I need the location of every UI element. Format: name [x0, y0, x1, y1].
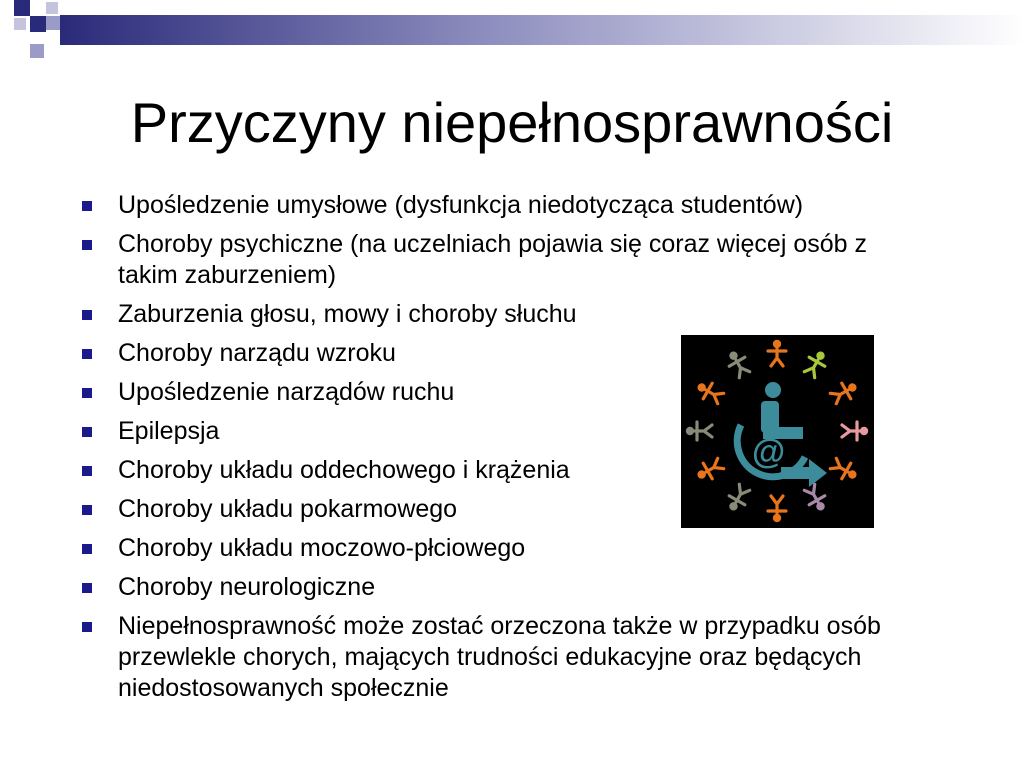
square-bullet-icon — [82, 388, 92, 398]
bullet-text: Choroby narządu wzroku — [118, 339, 396, 367]
slide-title: Przyczyny niepełnosprawności — [130, 91, 894, 154]
person-figure-icon — [686, 422, 712, 440]
square-bullet-icon — [82, 427, 92, 437]
bullet-text: Epilepsja — [118, 417, 220, 445]
bullet-text: Zaburzenia głosu, mowy i choroby słuchu — [118, 300, 577, 328]
bullet-item — [82, 229, 932, 291]
disability-illustration — [681, 335, 874, 528]
person-figure-icon — [724, 483, 753, 515]
square-bullet-icon — [82, 583, 92, 593]
person-figure-icon — [694, 456, 726, 485]
person-figure-icon — [768, 496, 786, 522]
square-bullet-icon — [82, 240, 92, 250]
bullet-item — [82, 533, 932, 564]
bullet-text: Upośledzenie narządów ruchu — [118, 378, 455, 406]
square-bullet-icon — [82, 544, 92, 554]
person-figure-icon — [694, 378, 726, 407]
person-figure-icon — [768, 340, 786, 366]
wheelchair-icon — [737, 382, 827, 487]
square-bullet-icon — [82, 466, 92, 476]
person-figure-icon — [802, 483, 831, 515]
bullet-item — [82, 611, 932, 704]
bullet-item — [82, 299, 932, 330]
bullet-text: Choroby układu oddechowego i krążenia — [118, 456, 570, 484]
bullet-text: Choroby układu pokarmowego — [118, 495, 458, 523]
square-bullet-icon — [82, 349, 92, 359]
person-figure-icon — [829, 456, 861, 485]
bullet-text: Niepełnosprawność może zostać orzeczona także w przypadku osób przewlekle chorych, mających trudności edukacyjne oraz będących niedostosowanych społecznie — [118, 612, 881, 702]
bullet-item — [82, 572, 932, 603]
at-sign-icon: @ — [752, 433, 786, 471]
bullet-text: Choroby neurologiczne — [118, 573, 376, 601]
bullet-text: Choroby układu moczowo-płciowego — [118, 534, 526, 562]
bullet-text: Choroby psychiczne (na uczelniach pojawia się coraz więcej osób z takim zaburzeniem) — [118, 230, 867, 289]
square-bullet-icon — [82, 622, 92, 632]
square-bullet-icon — [82, 201, 92, 211]
square-bullet-icon — [82, 310, 92, 320]
bullet-text: Upośledzenie umysłowe (dysfunkcja niedotycząca studentów) — [118, 191, 804, 219]
header-decoration — [0, 0, 1024, 60]
person-figure-icon — [842, 422, 868, 440]
person-figure-icon — [802, 348, 831, 380]
person-figure-icon — [724, 348, 753, 380]
illustration-graphic — [681, 335, 874, 528]
square-bullet-icon — [82, 505, 92, 515]
person-figure-icon — [829, 378, 861, 407]
bullet-item — [82, 190, 932, 221]
